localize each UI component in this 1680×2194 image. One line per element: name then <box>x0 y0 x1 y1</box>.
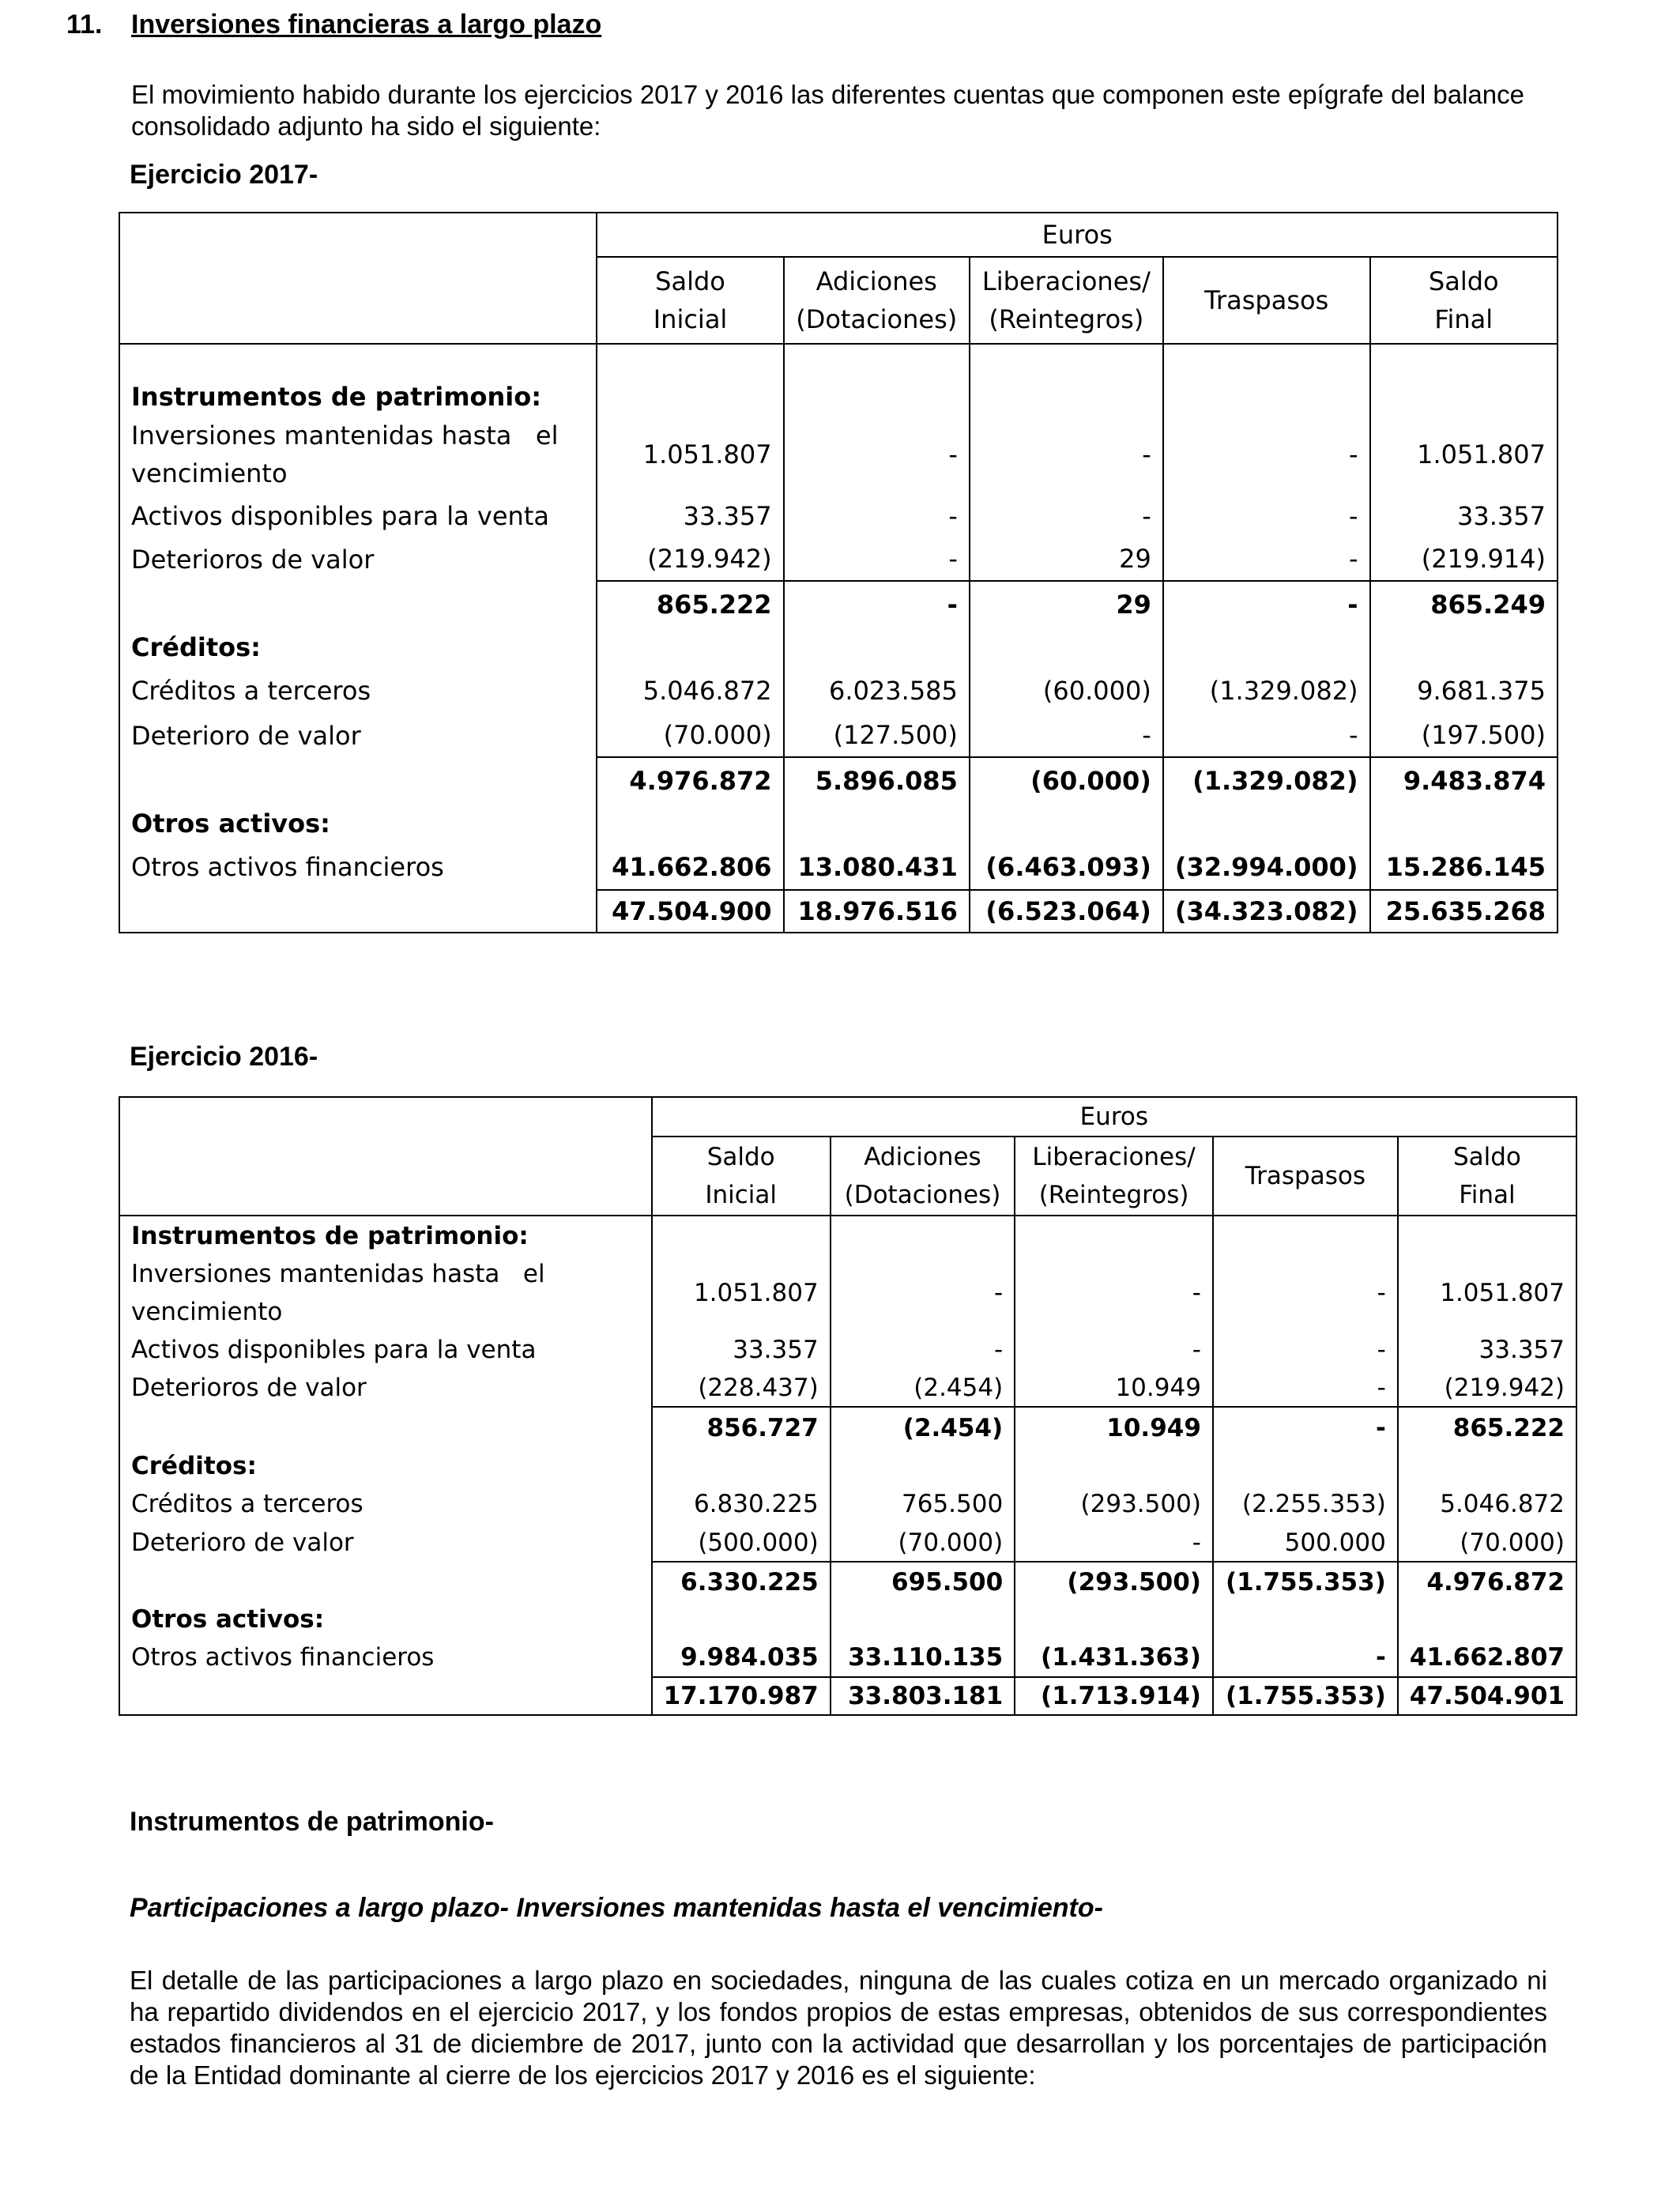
section-title <box>66 9 601 40</box>
row-label-inversiones <box>119 1255 652 1331</box>
cell-empty <box>1398 1601 1576 1638</box>
heading-instrumentos-patrimonio: Instrumentos de patrimonio- <box>130 1807 494 1837</box>
cell-traspasos: (2.255.353) <box>1213 1484 1398 1524</box>
cell-empty <box>652 1216 831 1255</box>
row-subtotal-patrimonio <box>119 581 1558 627</box>
row-label-inversiones-l2: vencimiento <box>131 458 288 488</box>
cell-empty <box>652 1601 831 1638</box>
cell-empty <box>831 1448 1015 1484</box>
header-adiciones-l2: (Dotaciones) <box>844 1181 1001 1209</box>
cell-empty <box>597 627 783 668</box>
group-patrimonio: Instrumentos de patrimonio: <box>119 344 597 415</box>
table-ejercicio-2017 <box>119 212 1558 933</box>
header-liberaciones <box>1015 1137 1213 1216</box>
cell-liberaciones: 29 <box>970 537 1163 581</box>
cell-liberaciones: (6.463.093) <box>970 844 1163 890</box>
cell-empty <box>1370 344 1558 415</box>
cell-liberaciones: (1.713.914) <box>1015 1677 1213 1715</box>
cell-adiciones: - <box>784 494 970 537</box>
cell-adiciones: (70.000) <box>831 1524 1015 1562</box>
cell-adiciones: 765.500 <box>831 1484 1015 1524</box>
header-blank <box>119 213 597 344</box>
cell-liberaciones: - <box>970 714 1163 757</box>
header-adiciones <box>831 1137 1015 1216</box>
row-label-otros-financieros: Otros activos financieros <box>119 844 597 890</box>
row-deterioro <box>119 714 1558 757</box>
group-creditos: Créditos: <box>119 627 597 668</box>
cell-traspasos: - <box>1163 714 1370 757</box>
cell-adiciones: 5.896.085 <box>784 757 970 803</box>
cell-empty <box>119 1677 652 1715</box>
row-deterioros <box>119 537 1558 581</box>
header-liberaciones-l1: Liberaciones/ <box>1032 1143 1196 1171</box>
cell-empty <box>970 344 1163 415</box>
cell-saldo-final: 4.976.872 <box>1398 1562 1576 1601</box>
cell-traspasos: (1.755.353) <box>1213 1562 1398 1601</box>
cell-liberaciones: (60.000) <box>970 668 1163 714</box>
row-label-deterioros: Deterioros de valor <box>119 1369 652 1407</box>
row-label-deterioro: Deterioro de valor <box>119 1524 652 1562</box>
cell-empty <box>831 1601 1015 1638</box>
cell-empty <box>1398 1216 1576 1255</box>
cell-adiciones: (2.454) <box>831 1369 1015 1407</box>
cell-liberaciones: 29 <box>970 581 1163 627</box>
cell-empty <box>597 803 783 844</box>
cell-saldo-final: 1.051.807 <box>1370 415 1558 494</box>
cell-empty <box>119 1407 652 1448</box>
cell-saldo-final: 41.662.807 <box>1398 1638 1576 1677</box>
cell-traspasos: - <box>1163 415 1370 494</box>
cell-empty <box>1163 627 1370 668</box>
cell-traspasos: - <box>1213 1369 1398 1407</box>
cell-saldo-inicial: 6.330.225 <box>652 1562 831 1601</box>
row-label-creditos-terceros: Créditos a terceros <box>119 668 597 714</box>
cell-saldo-inicial: (500.000) <box>652 1524 831 1562</box>
header-saldo-final <box>1398 1137 1576 1216</box>
header-saldo-final-l2: Final <box>1434 304 1494 334</box>
cell-adiciones: 18.976.516 <box>784 890 970 933</box>
cell-traspasos: (1.755.353) <box>1213 1677 1398 1715</box>
row-label-disponibles: Activos disponibles para la venta <box>119 1331 652 1369</box>
cell-adiciones: - <box>784 537 970 581</box>
cell-adiciones: 6.023.585 <box>784 668 970 714</box>
cell-saldo-final: 25.635.268 <box>1370 890 1558 933</box>
cell-traspasos: - <box>1213 1331 1398 1369</box>
detail-paragraph: El detalle de las participaciones a largo plazo en sociedades, ninguna de las cuales cotiza en un mercado organizado ni ha repartido dividendos en el ejercicio 2017, y los fondos propios de estas empresas, obtenidos de sus correspondientes estados financieros al 31 de diciembre de 2017, junto con la actividad que desarrollan y los porcentajes de participación de la Entidad dominante al cierre de los ejercicios 2017 y 2016 es el siguiente: <box>130 1966 1547 2090</box>
header-liberaciones-l1: Liberaciones/ <box>981 266 1151 296</box>
row-creditos-terceros <box>119 668 1558 714</box>
cell-liberaciones: - <box>970 415 1163 494</box>
cell-traspasos: - <box>1213 1407 1398 1448</box>
cell-empty <box>1213 1601 1398 1638</box>
row-subtotal-creditos <box>119 1562 1576 1601</box>
cell-traspasos: 500.000 <box>1213 1524 1398 1562</box>
header-adiciones-l1: Adiciones <box>816 266 937 296</box>
cell-empty <box>1163 803 1370 844</box>
cell-liberaciones: - <box>1015 1255 1213 1331</box>
cell-saldo-inicial: 41.662.806 <box>597 844 783 890</box>
header-adiciones-l2: (Dotaciones) <box>796 304 958 334</box>
cell-traspasos: (34.323.082) <box>1163 890 1370 933</box>
row-disponibles <box>119 1331 1576 1369</box>
header-saldo-inicial <box>597 257 783 344</box>
cell-saldo-inicial: (228.437) <box>652 1369 831 1407</box>
cell-saldo-inicial: 33.357 <box>597 494 783 537</box>
cell-empty <box>652 1448 831 1484</box>
header-saldo-final-l1: Saldo <box>1428 266 1499 296</box>
cell-traspasos: (1.329.082) <box>1163 668 1370 714</box>
row-inversiones <box>119 1255 1576 1331</box>
row-inversiones <box>119 415 1558 494</box>
cell-empty <box>831 1216 1015 1255</box>
cell-saldo-final: 9.681.375 <box>1370 668 1558 714</box>
row-deterioro <box>119 1524 1576 1562</box>
row-deterioros <box>119 1369 1576 1407</box>
cell-empty <box>119 890 597 933</box>
cell-empty <box>1015 1448 1213 1484</box>
cell-saldo-inicial: 6.830.225 <box>652 1484 831 1524</box>
cell-saldo-inicial: 1.051.807 <box>652 1255 831 1331</box>
cell-saldo-final: 33.357 <box>1370 494 1558 537</box>
row-label-inversiones-l1: Inversiones mantenidas hasta el <box>131 1260 545 1288</box>
cell-liberaciones: (293.500) <box>1015 1484 1213 1524</box>
cell-liberaciones: 10.949 <box>1015 1407 1213 1448</box>
table-ejercicio-2016 <box>119 1096 1577 1716</box>
header-saldo-final-l1: Saldo <box>1452 1143 1521 1171</box>
cell-empty <box>597 344 783 415</box>
cell-adiciones: - <box>831 1331 1015 1369</box>
cell-empty <box>970 627 1163 668</box>
cell-empty <box>119 1562 652 1601</box>
row-total <box>119 1677 1576 1715</box>
header-currency: Euros <box>652 1097 1576 1137</box>
row-otros-financieros <box>119 1638 1576 1677</box>
cell-saldo-inicial: 5.046.872 <box>597 668 783 714</box>
cell-saldo-final: 1.051.807 <box>1398 1255 1576 1331</box>
row-label-creditos-terceros: Créditos a terceros <box>119 1484 652 1524</box>
row-total <box>119 890 1558 933</box>
group-patrimonio: Instrumentos de patrimonio: <box>119 1216 652 1255</box>
row-subtotal-creditos <box>119 757 1558 803</box>
section-number: 11. <box>66 9 103 40</box>
heading-ejercicio-2017: Ejercicio 2017- <box>130 160 318 190</box>
cell-empty <box>1370 803 1558 844</box>
cell-saldo-inicial: 856.727 <box>652 1407 831 1448</box>
cell-liberaciones: - <box>1015 1524 1213 1562</box>
row-label-inversiones-l2: vencimiento <box>131 1298 283 1326</box>
header-saldo-inicial-l2: Inicial <box>653 304 728 334</box>
header-saldo-inicial-l2: Inicial <box>705 1181 777 1209</box>
cell-liberaciones: - <box>970 494 1163 537</box>
cell-adiciones: 33.803.181 <box>831 1677 1015 1715</box>
cell-saldo-final: 33.357 <box>1398 1331 1576 1369</box>
cell-liberaciones: (293.500) <box>1015 1562 1213 1601</box>
cell-adiciones: (127.500) <box>784 714 970 757</box>
cell-saldo-final: 47.504.901 <box>1398 1677 1576 1715</box>
row-label-disponibles: Activos disponibles para la venta <box>119 494 597 537</box>
cell-empty <box>1015 1216 1213 1255</box>
heading-participaciones: Participaciones a largo plazo- Inversiones mantenidas hasta el vencimiento- <box>130 1893 1103 1923</box>
cell-traspasos: - <box>1163 581 1370 627</box>
header-traspasos: Traspasos <box>1163 257 1370 344</box>
header-adiciones-l1: Adiciones <box>864 1143 981 1171</box>
cell-empty <box>1213 1448 1398 1484</box>
cell-empty <box>970 803 1163 844</box>
cell-adiciones: - <box>831 1255 1015 1331</box>
cell-saldo-final: (197.500) <box>1370 714 1558 757</box>
row-label-deterioros: Deterioros de valor <box>119 537 597 581</box>
cell-liberaciones: (60.000) <box>970 757 1163 803</box>
header-traspasos: Traspasos <box>1213 1137 1398 1216</box>
cell-empty <box>119 757 597 803</box>
heading-ejercicio-2016: Ejercicio 2016- <box>130 1042 318 1072</box>
cell-traspasos: (32.994.000) <box>1163 844 1370 890</box>
cell-traspasos: - <box>1213 1638 1398 1677</box>
header-saldo-final-l2: Final <box>1459 1181 1516 1209</box>
cell-saldo-final: (219.914) <box>1370 537 1558 581</box>
group-otros: Otros activos: <box>119 1601 652 1638</box>
cell-adiciones: - <box>784 581 970 627</box>
cell-empty <box>784 627 970 668</box>
cell-saldo-inicial: 47.504.900 <box>597 890 783 933</box>
row-label-inversiones <box>119 415 597 494</box>
cell-saldo-inicial: 4.976.872 <box>597 757 783 803</box>
cell-traspasos: (1.329.082) <box>1163 757 1370 803</box>
header-saldo-inicial-l1: Saldo <box>655 266 725 296</box>
cell-empty <box>1370 627 1558 668</box>
cell-empty <box>1015 1601 1213 1638</box>
row-creditos-terceros <box>119 1484 1576 1524</box>
intro-paragraph: El movimiento habido durante los ejercicios 2017 y 2016 las diferentes cuentas que componen este epígrafe del balance consolidado adjunto ha sido el siguiente: <box>131 80 1524 141</box>
cell-liberaciones: 10.949 <box>1015 1369 1213 1407</box>
cell-liberaciones: - <box>1015 1331 1213 1369</box>
cell-adiciones: 33.110.135 <box>831 1638 1015 1677</box>
cell-saldo-inicial: 17.170.987 <box>652 1677 831 1715</box>
cell-adiciones: (2.454) <box>831 1407 1015 1448</box>
cell-empty <box>784 803 970 844</box>
cell-saldo-inicial: 865.222 <box>597 581 783 627</box>
cell-saldo-inicial: 33.357 <box>652 1331 831 1369</box>
header-saldo-inicial <box>652 1137 831 1216</box>
header-saldo-inicial-l1: Saldo <box>706 1143 775 1171</box>
group-otros: Otros activos: <box>119 803 597 844</box>
cell-empty <box>119 581 597 627</box>
section-title-text: Inversiones financieras a largo plazo <box>131 9 602 40</box>
cell-adiciones: 695.500 <box>831 1562 1015 1601</box>
cell-saldo-final: (219.942) <box>1398 1369 1576 1407</box>
cell-saldo-final: 5.046.872 <box>1398 1484 1576 1524</box>
cell-saldo-inicial: 9.984.035 <box>652 1638 831 1677</box>
cell-saldo-final: 15.286.145 <box>1370 844 1558 890</box>
cell-saldo-final: 865.249 <box>1370 581 1558 627</box>
cell-liberaciones: (1.431.363) <box>1015 1638 1213 1677</box>
row-otros-financieros <box>119 844 1558 890</box>
cell-empty <box>1163 344 1370 415</box>
group-creditos: Créditos: <box>119 1448 652 1484</box>
cell-empty <box>1213 1216 1398 1255</box>
row-subtotal-patrimonio <box>119 1407 1576 1448</box>
cell-adiciones: 13.080.431 <box>784 844 970 890</box>
cell-adiciones: - <box>784 415 970 494</box>
row-label-deterioro: Deterioro de valor <box>119 714 597 757</box>
cell-empty <box>784 344 970 415</box>
header-liberaciones <box>970 257 1163 344</box>
cell-saldo-inicial: (219.942) <box>597 537 783 581</box>
header-saldo-final <box>1370 257 1558 344</box>
row-label-otros-financieros: Otros activos financieros <box>119 1638 652 1677</box>
cell-liberaciones: (6.523.064) <box>970 890 1163 933</box>
cell-saldo-final: 9.483.874 <box>1370 757 1558 803</box>
cell-saldo-final: 865.222 <box>1398 1407 1576 1448</box>
cell-saldo-inicial: 1.051.807 <box>597 415 783 494</box>
header-currency: Euros <box>597 213 1558 257</box>
cell-saldo-final: (70.000) <box>1398 1524 1576 1562</box>
cell-traspasos: - <box>1213 1255 1398 1331</box>
header-adiciones <box>784 257 970 344</box>
cell-empty <box>1398 1448 1576 1484</box>
cell-traspasos: - <box>1163 537 1370 581</box>
row-label-inversiones-l1: Inversiones mantenidas hasta el <box>131 420 559 450</box>
header-liberaciones-l2: (Reintegros) <box>1038 1181 1189 1209</box>
header-liberaciones-l2: (Reintegros) <box>989 304 1144 334</box>
cell-saldo-inicial: (70.000) <box>597 714 783 757</box>
cell-traspasos: - <box>1163 494 1370 537</box>
header-blank <box>119 1097 652 1216</box>
row-disponibles <box>119 494 1558 537</box>
